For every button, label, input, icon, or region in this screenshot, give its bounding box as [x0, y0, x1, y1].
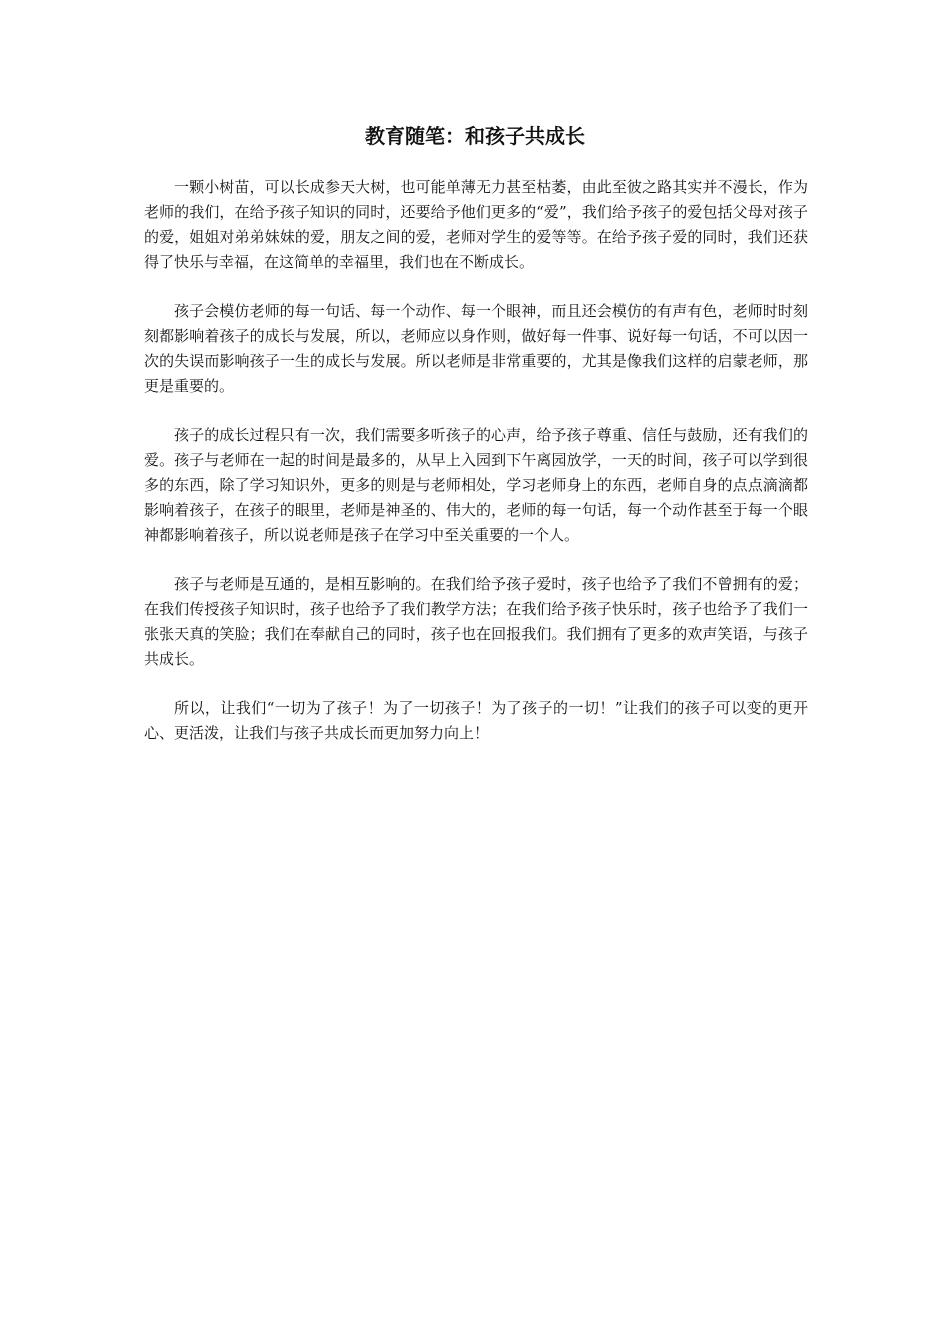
page-title: 教育随笔：和孩子共成长 [365, 124, 585, 148]
document-body [144, 175, 808, 746]
paragraph-5: 所以，让我们“一切为了孩子！为了一切孩子！为了孩子的一切！”让我们的孩子可以变的更开心、更活泼，让我们与孩子共成长而更加努力向上！ [144, 699, 808, 742]
paragraph-1: 一颗小树苗，可以长成参天大树，也可能单薄无力甚至枯萎，由此至彼之路其实并不漫长，作为老师的我们，在给予孩子知识的同时，还要给予他们更多的“爱”，我们给予孩子的爱包括父母对孩子的爱，姐姐对弟弟妹妹的爱，朋友之间的爱，老师对学生的爱等等。在给予孩子爱的同时，我们还获得了快乐与幸福，在这简单的幸福里，我们也在不断成长。 [144, 178, 808, 271]
paragraph-3: 孩子的成长过程只有一次，我们需要多听孩子的心声，给予孩子尊重、信任与鼓励，还有我们的爱。孩子与老师在一起的时间是最多的，从早上入园到下午离园放学，一天的时间，孩子可以学到很多的东西，除了学习知识外，更多的则是与老师相处，学习老师身上的东西，老师自身的点点滴滴都影响着孩子，在孩子的眼里，老师是神圣的、伟大的，老师的每一句话，每一个动作甚至于每一个眼神都影响着孩子，所以说老师是孩子在学习中至关重要的一个人。 [144, 426, 808, 544]
paragraph-4: 孩子与老师是互通的，是相互影响的。在我们给予孩子爱时，孩子也给予了我们不曾拥有的爱；在我们传授孩子知识时，孩子也给予了我们教学方法；在我们给予孩子快乐时，孩子也给予了我们一张张天真的笑脸；我们在奉献自己的同时，孩子也在回报我们。我们拥有了更多的欢声笑语，与孩子共成长。 [144, 575, 808, 668]
paragraph-2: 孩子会模仿老师的每一句话、每一个动作、每一个眼神，而且还会模仿的有声有色，老师时时刻刻都影响着孩子的成长与发展，所以，老师应以身作则，做好每一件事、说好每一句话，不可以因一次的失误而影响孩子一生的成长与发展。所以老师是非常重要的，尤其是像我们这样的启蒙老师，那更是重要的。 [144, 302, 808, 395]
